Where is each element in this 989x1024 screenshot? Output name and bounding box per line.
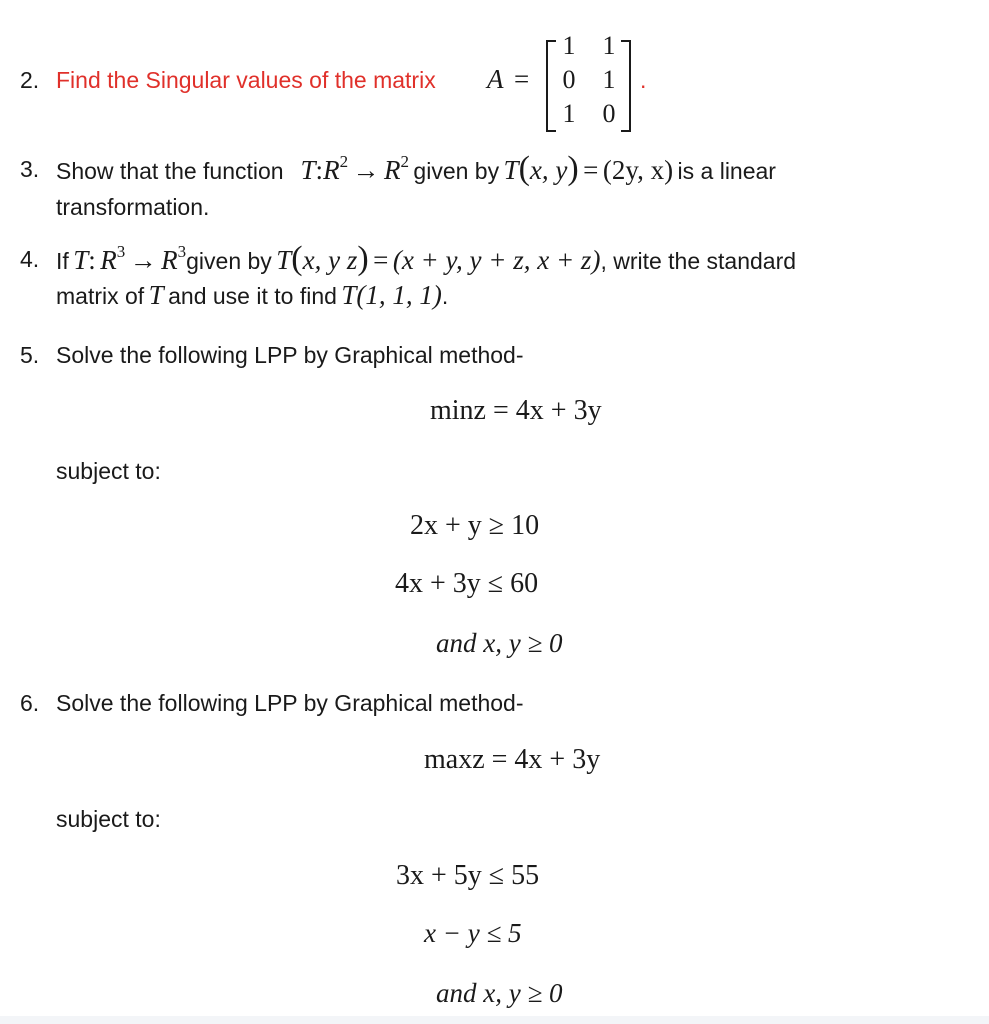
q3-sup2: 2 — [400, 152, 409, 171]
q2-text: Find the Singular values of the matrix — [56, 67, 436, 93]
q4-eq: = — [373, 245, 389, 275]
q6-constraint-2: x − y ≤ 5 — [424, 918, 522, 948]
q3-given: given by — [413, 158, 500, 184]
q6-constraint-1: 3x + 5y ≤ 55 — [396, 860, 540, 891]
matrix-cell: 1 — [562, 99, 576, 128]
q4-line2c: . — [441, 283, 449, 309]
q3-line2: transformation. — [56, 194, 210, 220]
q4-Tcall: T — [276, 245, 292, 275]
page-bottom-edge — [0, 1016, 989, 1024]
q4-given: given by — [186, 248, 272, 274]
q3-pre: Show that the function — [56, 158, 284, 184]
q4-post: , write the standard — [600, 248, 797, 274]
q6-text: Solve the following LPP by Graphical method- — [56, 690, 524, 716]
q4-line2expr: T(1, 1, 1) — [341, 280, 442, 310]
q4-line2b: and use it to find — [168, 283, 337, 309]
q5-number: 5. — [20, 342, 40, 368]
matrix-cell: 1 — [602, 31, 616, 60]
matrix-right-bracket — [621, 40, 631, 132]
q4-line1: If T: R3 → R3given by T(x, y z) = (x + y, y + z, x + z), write the standard — [56, 240, 797, 277]
q3-args: x, y — [529, 155, 568, 185]
q4-R2: R — [161, 245, 178, 275]
q4-sup1: 3 — [116, 242, 126, 261]
matrix-cell: 1 — [562, 31, 576, 60]
q2-equals: = — [514, 64, 530, 94]
q4-if: If — [56, 248, 69, 274]
matrix-cell: 1 — [602, 65, 616, 94]
q4-T: T — [73, 245, 89, 275]
q3-T: T — [503, 155, 519, 185]
q5-text: Solve the following LPP by Graphical method- — [56, 342, 524, 368]
q5-constraint-3: and x, y ≥ 0 — [436, 628, 563, 658]
q3-eq: = — [583, 155, 599, 185]
q4-result: (x + y, y + z, x + z) — [392, 245, 601, 275]
q6-number: 6. — [20, 690, 40, 716]
q3-result: (2y, x) — [602, 155, 674, 185]
q3-sup1: 2 — [339, 152, 349, 171]
matrix-cell: 0 — [562, 65, 576, 94]
q6-objective: maxz = 4x + 3y — [424, 744, 601, 775]
q3-line1: Show that the function T:R2 → R2 given by T(x, y) = (2y, x) is a linear — [56, 150, 776, 187]
q4-line2a: matrix of — [56, 283, 145, 309]
q4-number: 4. — [20, 246, 40, 272]
q2-number: 2. — [20, 67, 40, 93]
matrix-cell: 0 — [602, 99, 616, 128]
q3-R1: R — [323, 155, 340, 185]
q5-subject: subject to: — [56, 458, 161, 484]
q2-matrix-name: A — [487, 64, 504, 94]
q4-line2 — [56, 280, 448, 311]
q4-R1: R — [100, 245, 117, 275]
q6-subject: subject to: — [56, 806, 161, 832]
q4-line2T: T — [148, 280, 164, 310]
q3-post: is a linear — [677, 158, 776, 184]
q4-arrow: → — [129, 245, 157, 275]
q4-sup2: 3 — [177, 242, 187, 261]
q3-map-T: T — [300, 155, 316, 185]
q6-constraint-3: and x, y ≥ 0 — [436, 978, 563, 1008]
q5-objective: minz = 4x + 3y — [430, 395, 602, 426]
q4-colon: : — [88, 245, 96, 275]
q3-arrow: → — [352, 155, 380, 185]
q5-constraint-2: 4x + 3y ≤ 60 — [395, 568, 539, 599]
q2-period: . — [640, 67, 647, 93]
q3-number: 3. — [20, 156, 40, 182]
matrix-left-bracket — [546, 40, 556, 132]
q3-map-colon: : — [315, 155, 324, 185]
q4-args: x, y z — [302, 245, 358, 275]
q3-R2: R — [383, 155, 401, 185]
q5-constraint-1: 2x + y ≥ 10 — [410, 510, 540, 541]
